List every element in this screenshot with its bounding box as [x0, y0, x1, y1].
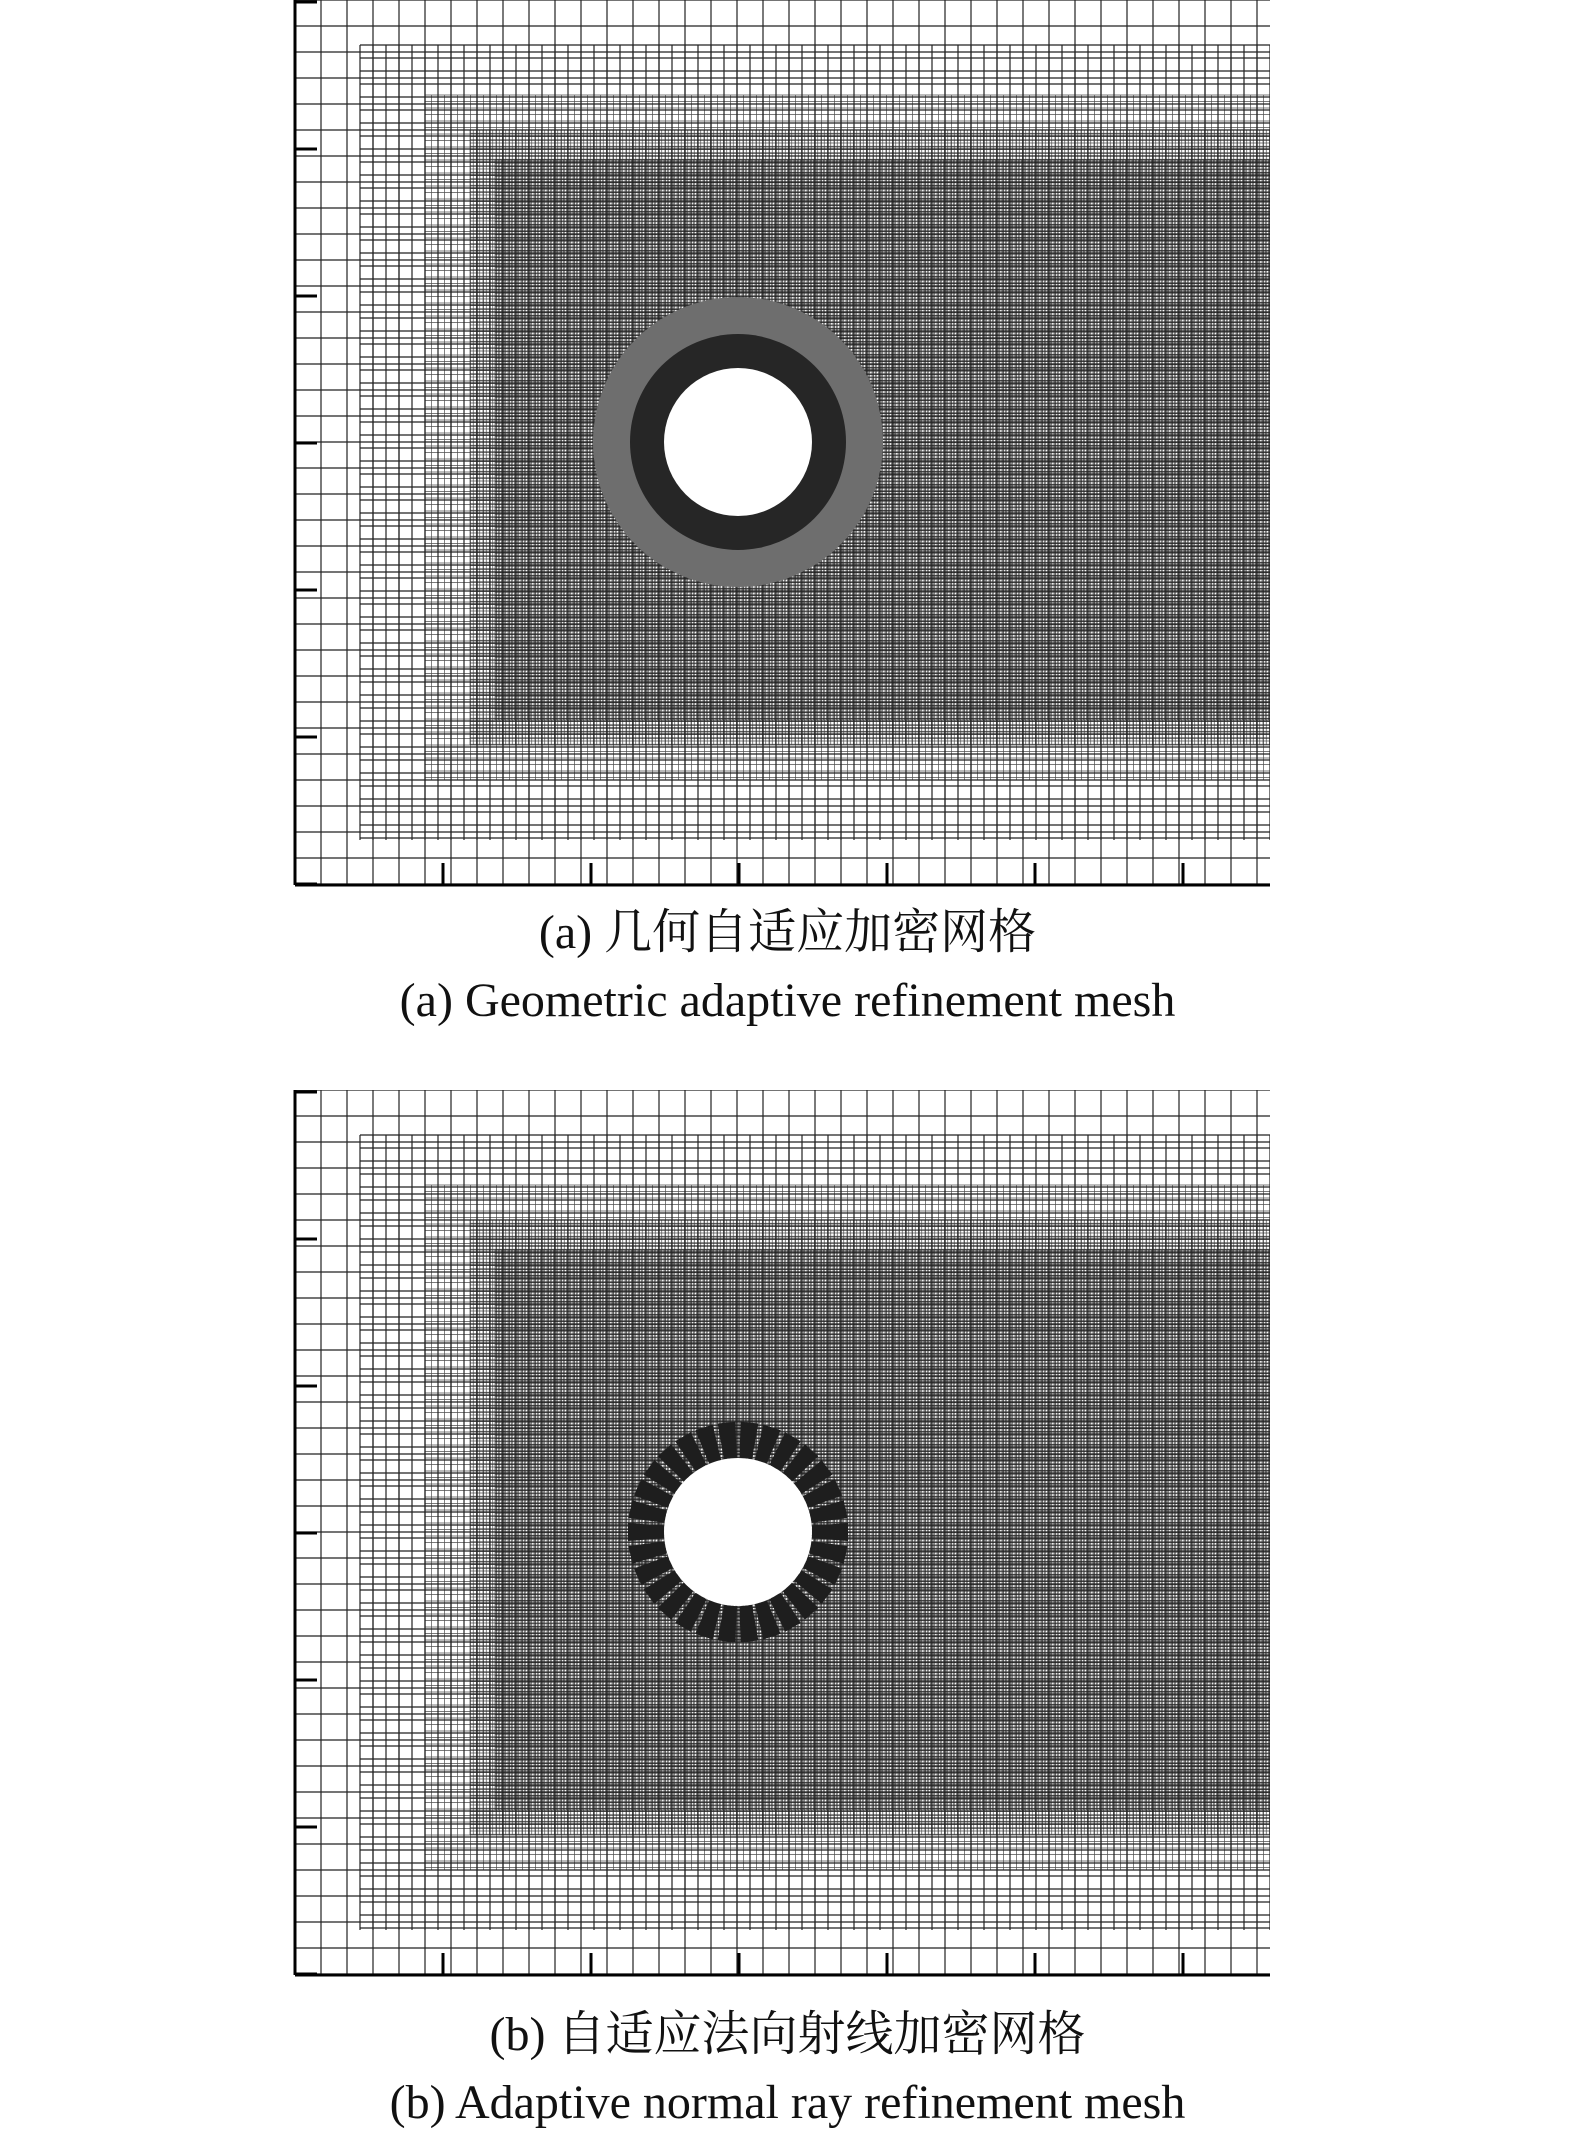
mesh-b: [295, 1090, 1270, 1975]
mesh-plot-a: [0, 0, 1575, 900]
cylinder-body: [664, 1458, 812, 1606]
refinement-zone-4: [470, 1220, 1270, 1835]
caption-b-chinese: (b) 自适应法向射线加密网格: [489, 2008, 1086, 2061]
caption-a-chinese: (a) 几何自适应加密网格: [538, 906, 1037, 959]
panel-a: [0, 0, 1575, 1030]
mesh-plot-b: [0, 1090, 1575, 1990]
cylinder-body: [664, 368, 812, 516]
caption-a-english: (a) Geometric adaptive refinement mesh: [399, 974, 1176, 1027]
normal-ray-16: [628, 1523, 664, 1541]
mesh-a: [295, 0, 1270, 885]
panel-b: [0, 1090, 1575, 2141]
caption-b-english: (b) Adaptive normal ray refinement mesh: [389, 2076, 1186, 2129]
normal-ray-1: [812, 1523, 848, 1541]
